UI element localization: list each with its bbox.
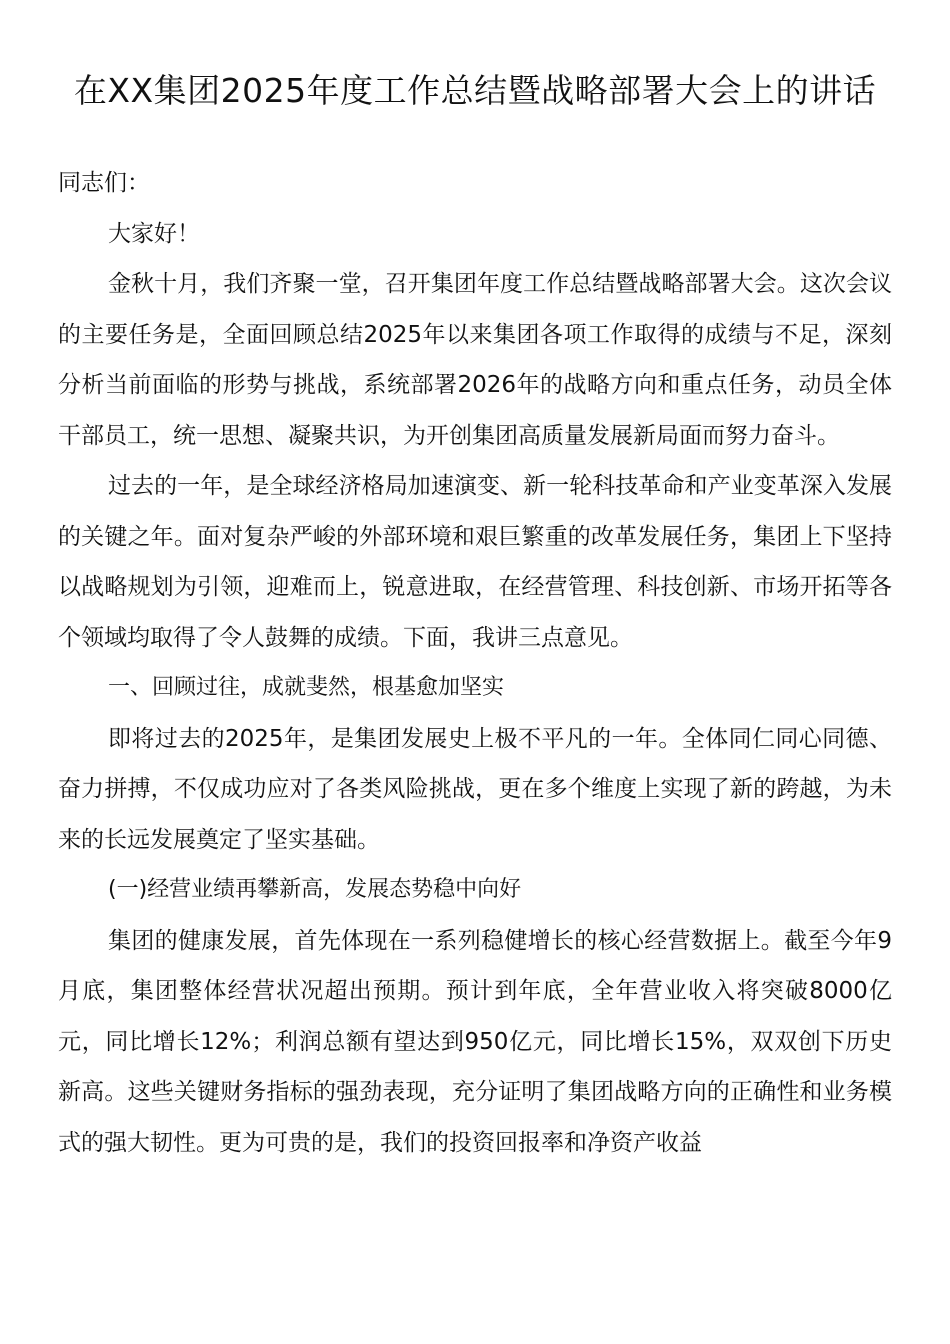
section-heading-1: 一、回顾过往，成就斐然，根基愈加坚实 bbox=[108, 675, 505, 700]
greeting: 大家好！ bbox=[108, 220, 200, 247]
paragraph-intro: 金秋十月，我们齐聚一堂，召开集团年度工作总结暨战略部署大会。这次会议的主要任务是，全面回顾总结2025年以来集团各项工作取得的成绩与不足，深刻分析当前面临的形势与挑战，系统部署2026年的战略方向和重点任务，动员全体干部员工，统一思想、凝聚共识，为开创集团高质量发展新局面而努力奋斗。 bbox=[58, 271, 892, 449]
subsection-heading-1: (一)经营业绩再攀新高，发展态势稳中向好 bbox=[108, 877, 522, 902]
salutation: 同志们： bbox=[58, 170, 150, 196]
subsection-paragraph-1: 集团的健康发展，首先体现在一系列稳健增长的核心经营数据上。截至今年9月底，集团整体经营状况超出预期。预计到年底，全年营业收入将突破8000亿元，同比增长12%；利润总额有望达到950亿元，同比增长15%，双双创下历史新高。这些关键财务指标的强劲表现，充分证明了集团战略方向的正确性和业务模式的强大韧性。更为可贵的是，我们的投资回报率和净资产收益 bbox=[58, 927, 892, 1156]
paragraph-context: 过去的一年，是全球经济格局加速演变、新一轮科技革命和产业变革深入发展的关键之年。面对复杂严峻的外部环境和艰巨繁重的改革发展任务，集团上下坚持以战略规划为引领，迎难而上，锐意进取，在经营管理、科技创新、市场开拓等各个领域均取得了令人鼓舞的成绩。下面，我讲三点意见。 bbox=[58, 473, 892, 651]
document-title: 在XX集团2025年度工作总结暨战略部署大会上的讲话 bbox=[73, 71, 877, 110]
section-paragraph-1: 即将过去的2025年，是集团发展史上极不平凡的一年。全体同仁同心同德、奋力拼搏，不仅成功应对了各类风险挑战，更在多个维度上实现了新的跨越，为未来的长远发展奠定了坚实基础。 bbox=[58, 725, 892, 853]
document-body bbox=[58, 158, 892, 1168]
